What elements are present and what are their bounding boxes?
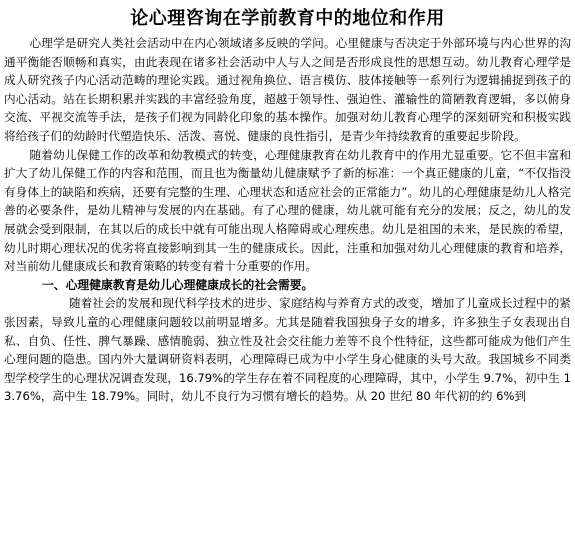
body-paragraph: 随着幼儿保健工作的改革和幼教模式的转变，心理健康教育在幼儿教育中的作用尤显重要。它不但丰富和扩大了幼儿保健工作的内容和范围，而且也为衡量幼儿健康赋予了新的标准：一个真正健康的儿童，“不仅指没有身体上的缺陷和疾病，还要有完整的生理、心理状态和适应社会的正常能力”。幼儿的心理健康是幼儿人格完善的必要条件，是幼儿精神与发展的内在基础。有了心理的健康，幼儿就可能有充分的发展；反之，幼儿的发展就会受到限制，在其以后的成长中就有可能出现人格障碍或心理疾患。幼儿是祖国的未来，是民族的希望，幼儿时期心理状况的优劣将直接影响到其一生的健康成长。因此，注重和加强对幼儿心理健康的教育和培养，对当前幼儿健康成长和教育策略的转变有着十分重要的作用。: [4, 147, 571, 274]
intro-paragraph: 心理学是研究人类社会活动中在内心领域诸多反映的学问。心里健康与否决定于外部环境与内心世界的沟通平衡能否顺畅和真实，由此表现在诸多社会活动中人与人之间是否形成良性的思想互动。幼儿教育心理学是成人研究孩子内心活动范畴的理论实践。通过视角换位、语言模仿、肢体接触等一系列行为逻辑捕捉到孩子的内心活动。站在长期积累并实践的丰富经验角度，超越于领导性、强迫性、灌输性的简陋教育逻辑，多以俯身交流、平视交流等手法，是孩子们视为同龄化印象的基本操作。加强对幼儿教育心理学的深刻研究和积极实践将给孩子们的幼龄时代塑造快乐、活泼、喜悦、健康的良性指引，是青少年持续教育的重要起步阶段。: [4, 36, 571, 143]
section-heading: 一、心理健康教育是幼儿心理健康成长的社会需要。: [42, 277, 314, 292]
section-paragraph: 随着社会的发展和现代科学技术的进步、家庭结构与养育方式的改变，增加了儿童成长过程中的紧张因素，导致儿童的心理健康问题较以前明显增多。尤其是随着我国独身子女的增多，许多独生子女表现出自私、自负、任性、脾气暴躁、感情脆弱、独立性及社会交往能力差等不良个性特征，这些都可能成为他们产生心理问题的隐患。国内外大量调研资料表明，心理障碍已成为中小学生身心健康的头号大敌。我国城乡不同类型学校学生的心理状况调查发现，16.79%的学生存在着不同程度的心理障碍，其中，小学生 9.7%，初中生 13.76%，高中生 18.79%。同时，幼儿不良行为习惯有增长的趋势。从 20 世纪 80 年代初的约 6%到: [4, 296, 571, 404]
document-title: 论心理咨询在学前教育中的地位和作用: [130, 8, 445, 29]
